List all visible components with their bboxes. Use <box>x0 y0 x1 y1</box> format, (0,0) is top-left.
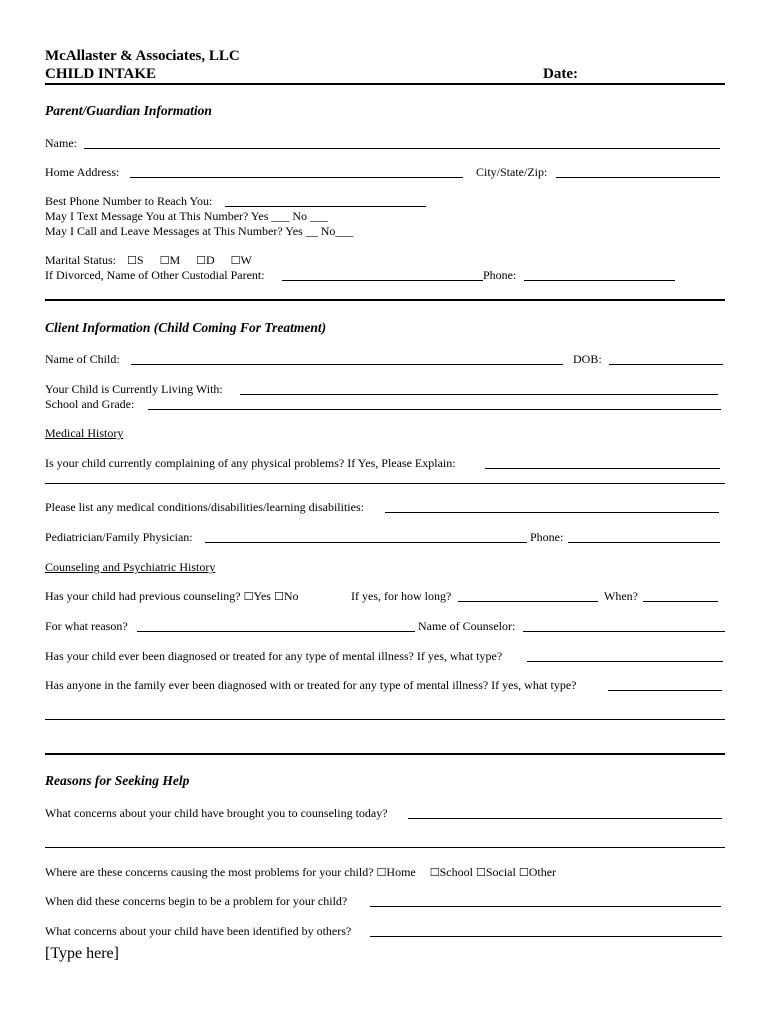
counseling-history-heading: Counseling and Psychiatric History <box>45 560 216 574</box>
family-diagnosed-field[interactable] <box>608 690 722 691</box>
where-option-home: Home <box>386 865 416 879</box>
divorced-phone-label: Phone: <box>483 268 517 282</box>
physical-problems-field-line2[interactable] <box>45 483 725 484</box>
marital-option-w: W <box>240 253 252 267</box>
when-field[interactable] <box>643 601 718 602</box>
living-with-field[interactable] <box>240 394 718 395</box>
pediatrician-phone-label: Phone: <box>530 530 564 544</box>
company-name: McAllaster & Associates, LLC <box>45 48 240 64</box>
parent-name-field[interactable] <box>84 148 720 149</box>
checkbox-icon[interactable]: ☐ <box>159 254 170 267</box>
text-message-question[interactable]: May I Text Message You at This Number? Yes ___ No ___ <box>45 209 329 223</box>
dob-field[interactable] <box>609 364 723 365</box>
diagnosed-question: Has your child ever been diagnosed or treated for any type of mental illness? If yes, what type? <box>45 649 503 663</box>
city-state-zip-field[interactable] <box>556 177 720 178</box>
identified-question: What concerns about your child have been identified by others? <box>45 924 352 938</box>
where-problems-row <box>45 865 556 880</box>
pediatrician-label: Pediatrician/Family Physician: <box>45 530 193 544</box>
checkbox-icon[interactable]: ☐ <box>429 866 440 879</box>
checkbox-icon[interactable]: ☐ <box>127 254 137 267</box>
where-option-other: Other <box>528 865 557 879</box>
checkbox-icon[interactable]: ☐ <box>518 866 529 879</box>
best-phone-field[interactable] <box>225 206 426 207</box>
footer-placeholder[interactable]: [Type here] <box>45 945 119 962</box>
divorced-parent-field[interactable] <box>282 280 483 281</box>
marital-option-d: D <box>205 253 215 267</box>
previous-counseling-yes: Yes <box>253 589 271 603</box>
header-divider <box>45 83 725 85</box>
previous-counseling-question: Has your child had previous counseling? <box>45 589 241 603</box>
where-problems-question: Where are these concerns causing the most problems for your child? <box>45 865 374 879</box>
parent-section-heading: Parent/Guardian Information <box>45 103 212 118</box>
child-name-label: Name of Child: <box>45 352 120 366</box>
how-long-field[interactable] <box>458 601 598 602</box>
where-option-social: Social <box>485 865 516 879</box>
child-name-field[interactable] <box>131 364 563 365</box>
identified-field[interactable] <box>370 936 722 937</box>
living-with-label: Your Child is Currently Living With: <box>45 382 223 396</box>
checkbox-icon[interactable]: ☐ <box>475 866 486 879</box>
physical-problems-question: Is your child currently complaining of any physical problems? If Yes, Please Explain: <box>45 456 456 470</box>
school-grade-label: School and Grade: <box>45 397 135 411</box>
concerns-field-line2[interactable] <box>45 847 725 848</box>
previous-counseling-no: No <box>283 589 299 603</box>
previous-counseling-row <box>45 589 299 604</box>
marital-option-s: S <box>136 253 144 267</box>
parent-name-label: Name: <box>45 136 77 150</box>
divorced-parent-label: If Divorced, Name of Other Custodial Parent: <box>45 268 265 282</box>
date-label: Date: <box>543 66 578 82</box>
diagnosed-field[interactable] <box>527 661 723 662</box>
family-diagnosed-question: Has anyone in the family ever been diagnosed with or treated for any type of mental illness? If yes, what type? <box>45 678 577 692</box>
home-address-field[interactable] <box>130 177 463 178</box>
when-label: When? <box>604 589 638 603</box>
best-phone-label: Best Phone Number to Reach You: <box>45 194 213 208</box>
home-address-label: Home Address: <box>45 165 120 179</box>
reasons-section-heading: Reasons for Seeking Help <box>45 773 190 788</box>
begin-field[interactable] <box>370 906 721 907</box>
city-state-zip-label: City/State/Zip: <box>476 165 548 179</box>
checkbox-icon[interactable]: ☐ <box>273 590 284 603</box>
checkbox-icon[interactable]: ☐ <box>376 866 387 879</box>
call-message-question[interactable]: May I Call and Leave Messages at This Number? Yes __ No___ <box>45 224 354 238</box>
medical-history-heading: Medical History <box>45 426 124 440</box>
how-long-label: If yes, for how long? <box>351 589 452 603</box>
divorced-phone-field[interactable] <box>524 280 675 281</box>
checkbox-icon[interactable]: ☐ <box>230 254 241 267</box>
form-title: CHILD INTAKE <box>45 66 156 82</box>
client-section-heading: Client Information (Child Coming For Treatment) <box>45 320 327 335</box>
section-divider <box>45 753 725 755</box>
where-option-school: School <box>439 865 473 879</box>
marital-status-label: Marital Status: <box>45 253 116 267</box>
concerns-field[interactable] <box>408 818 722 819</box>
checkbox-icon[interactable]: ☐ <box>196 254 206 267</box>
pediatrician-phone-field[interactable] <box>568 542 720 543</box>
pediatrician-field[interactable] <box>205 542 527 543</box>
medical-conditions-question: Please list any medical conditions/disabilities/learning disabilities: <box>45 500 364 514</box>
reason-label: For what reason? <box>45 619 128 633</box>
dob-label: DOB: <box>573 352 602 366</box>
concerns-question: What concerns about your child have brought you to counseling today? <box>45 806 388 820</box>
checkbox-icon[interactable]: ☐ <box>243 590 254 603</box>
begin-question: When did these concerns begin to be a problem for your child? <box>45 894 348 908</box>
reason-field[interactable] <box>137 631 415 632</box>
counselor-name-label: Name of Counselor: <box>418 619 516 633</box>
family-diagnosed-field-line2[interactable] <box>45 719 725 720</box>
medical-conditions-field[interactable] <box>385 512 719 513</box>
section-divider <box>45 299 725 301</box>
counselor-name-field[interactable] <box>523 631 725 632</box>
physical-problems-field[interactable] <box>485 468 720 469</box>
marital-status-row <box>45 253 252 268</box>
marital-option-m: M <box>169 253 181 267</box>
school-grade-field[interactable] <box>148 409 721 410</box>
